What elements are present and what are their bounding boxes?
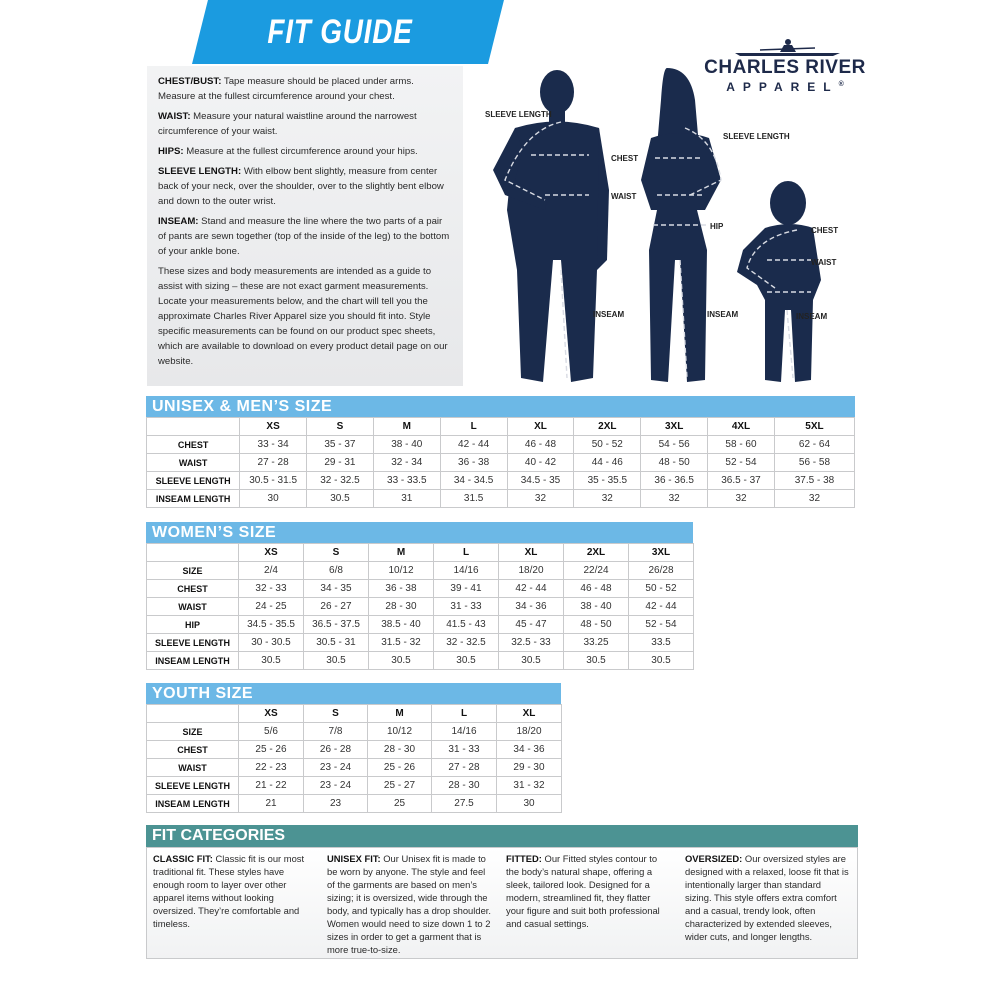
row-label: SLEEVE LENGTH [147, 472, 240, 490]
table-cell: 7/8 [304, 723, 368, 741]
table-cell: 32 - 34 [373, 454, 440, 472]
table-cell: 34 - 35 [304, 580, 369, 598]
table-cell: 50 - 52 [629, 580, 694, 598]
row-label: INSEAM LENGTH [147, 795, 239, 813]
row-label: CHEST [147, 436, 240, 454]
table-cell: 10/12 [369, 562, 434, 580]
label-man-waist: WAIST [611, 192, 637, 201]
table-cell: 2XL [574, 418, 641, 436]
instruction-inseam: INSEAM: Stand and measure the line where the two parts of a pair of pants are sewn together (top of the inside of the leg) to the bottom of your ankle bone. [158, 216, 450, 257]
table-row [147, 741, 562, 759]
table-cell: S [304, 705, 368, 723]
table-cell: 34.5 - 35 [507, 472, 574, 490]
table-cell: 38 - 40 [373, 436, 440, 454]
table-cell: 25 - 27 [368, 777, 432, 795]
table-cell: 34 - 36 [497, 741, 562, 759]
row-label: SLEEVE LENGTH [147, 634, 239, 652]
table-cell: 27 - 28 [240, 454, 307, 472]
table-row [147, 652, 694, 670]
table-cell: 30.5 [304, 652, 369, 670]
table-cell: 33 - 33.5 [373, 472, 440, 490]
table-cell: 33.25 [564, 634, 629, 652]
table-cell: 2/4 [239, 562, 304, 580]
table-cell: 30 [240, 490, 307, 508]
row-label: CHEST [147, 580, 239, 598]
label-man-chest: CHEST [611, 154, 639, 163]
table-cell: 50 - 52 [574, 436, 641, 454]
instruction-waist: WAIST: Measure your natural waistline around the narrowest circumference of your waist. [158, 111, 417, 137]
row-label: WAIST [147, 598, 239, 616]
table-cell: 35 - 35.5 [574, 472, 641, 490]
table-cell: XL [499, 544, 564, 562]
table-cell: 21 [239, 795, 304, 813]
table-row [147, 759, 562, 777]
table-cell: 32 - 33 [239, 580, 304, 598]
table-row [147, 472, 855, 490]
table-header-row [147, 418, 855, 436]
label-child-inseam: INSEAM [796, 312, 828, 321]
table-cell: XS [240, 418, 307, 436]
table-cell: 3XL [629, 544, 694, 562]
table-cell: 29 - 30 [497, 759, 562, 777]
table-cell: 52 - 54 [629, 616, 694, 634]
table-cell: M [368, 705, 432, 723]
table-cell: 21 - 22 [239, 777, 304, 795]
table-row [147, 562, 694, 580]
table-cell: XS [239, 705, 304, 723]
brand-name: CHARLES RIVER [704, 57, 866, 78]
table-cell: 24 - 25 [239, 598, 304, 616]
table-cell: 33.5 [629, 634, 694, 652]
table-row [147, 777, 562, 795]
table-cell: 54 - 56 [641, 436, 708, 454]
table-cell: 40 - 42 [507, 454, 574, 472]
row-label: SIZE [147, 723, 239, 741]
table-cell [147, 418, 240, 436]
table-cell: XS [239, 544, 304, 562]
table-cell: S [307, 418, 374, 436]
table-cell: S [304, 544, 369, 562]
table-cell: 36.5 - 37.5 [304, 616, 369, 634]
table-cell: 52 - 54 [708, 454, 775, 472]
table-row [147, 454, 855, 472]
page-title: FIT GUIDE [267, 12, 413, 51]
youth-size-heading: YOUTH SIZE [146, 683, 561, 704]
table-cell: 25 - 26 [239, 741, 304, 759]
table-cell: 32 [507, 490, 574, 508]
table-cell: 36 - 38 [440, 454, 507, 472]
table-cell: 42 - 44 [499, 580, 564, 598]
fit-unisex: UNISEX FIT: Our Unisex fit is made to be worn by anyone. The style and feel of the garments are based on men’s sizing; it is oversized, wide through the body, and typically has a drop shoulder. Women would need to size down 1 to 2 sizes in order to get a garment that is more true-to-size. [327, 853, 491, 955]
table-cell: 32 - 32.5 [434, 634, 499, 652]
table-cell [147, 705, 239, 723]
brand-sub: APPAREL® [726, 80, 844, 94]
table-cell: 36 - 36.5 [641, 472, 708, 490]
table-cell: L [440, 418, 507, 436]
table-cell: 31.5 - 32 [369, 634, 434, 652]
table-cell: 33 - 34 [240, 436, 307, 454]
table-cell: 10/12 [368, 723, 432, 741]
fit-categories-heading: FIT CATEGORIES [146, 825, 858, 847]
row-label: INSEAM LENGTH [147, 652, 239, 670]
label-man-inseam: INSEAM [593, 310, 625, 319]
table-cell: 26 - 27 [304, 598, 369, 616]
table-cell: 4XL [708, 418, 775, 436]
table-cell: 58 - 60 [708, 436, 775, 454]
table-cell: XL [507, 418, 574, 436]
fit-fitted: FITTED: Our Fitted styles contour to the body’s natural shape, offering a sleek, tailored look. Designed for a modern, streamlined fit, they flatter your figure and suit both professional and casual settings. [506, 853, 660, 929]
table-cell: 25 [368, 795, 432, 813]
table-cell: 39 - 41 [434, 580, 499, 598]
table-cell: 36 - 38 [369, 580, 434, 598]
table-cell: 32.5 - 33 [499, 634, 564, 652]
table-cell: 45 - 47 [499, 616, 564, 634]
instruction-chest: CHEST/BUST: Tape measure should be placed under arms. Measure at the fullest circumference around your chest. [158, 76, 414, 102]
table-cell: M [369, 544, 434, 562]
mens-size-table [146, 417, 855, 508]
table-cell: 23 - 24 [304, 777, 368, 795]
table-cell: 31.5 [440, 490, 507, 508]
row-label: SLEEVE LENGTH [147, 777, 239, 795]
table-cell: 30.5 [499, 652, 564, 670]
table-cell: 18/20 [499, 562, 564, 580]
table-cell: 14/16 [434, 562, 499, 580]
label-woman-hip: HIP [710, 222, 724, 231]
table-cell: 35 - 37 [307, 436, 374, 454]
table-cell: 56 - 58 [774, 454, 854, 472]
table-cell: 30 - 30.5 [239, 634, 304, 652]
row-label: SIZE [147, 562, 239, 580]
table-cell: 34 - 34.5 [440, 472, 507, 490]
table-cell: 23 [304, 795, 368, 813]
table-cell: 30.5 - 31.5 [240, 472, 307, 490]
table-cell: 32 - 32.5 [307, 472, 374, 490]
table-cell: 31 - 32 [497, 777, 562, 795]
row-label: WAIST [147, 454, 240, 472]
table-cell [147, 544, 239, 562]
table-cell: 30 [497, 795, 562, 813]
table-cell: 32 [708, 490, 775, 508]
sizing-disclaimer: These sizes and body measurements are intended as a guide to assist with sizing – these are not exact garment measurements. Locate your measurements below, and the chart will tell you the approximate Charles River Apparel size you should fit into. Style specific measurements can be found on our product spec sheets, which are available to download on every product detail page on our website. [158, 266, 448, 367]
row-label: INSEAM LENGTH [147, 490, 240, 508]
body-measurement-figures [475, 60, 865, 390]
table-cell: 26 - 28 [304, 741, 368, 759]
womens-size-table [146, 543, 694, 670]
table-cell: 30.5 - 31 [304, 634, 369, 652]
table-cell: 29 - 31 [307, 454, 374, 472]
table-cell: 26/28 [629, 562, 694, 580]
fit-categories-panel [146, 847, 858, 959]
instruction-hips: HIPS: Measure at the fullest circumference around your hips. [158, 146, 418, 157]
table-cell: 30.5 [239, 652, 304, 670]
table-cell: 2XL [564, 544, 629, 562]
youth-size-table [146, 704, 562, 813]
measurement-instructions [147, 66, 463, 386]
row-label: CHEST [147, 741, 239, 759]
table-cell: 46 - 48 [507, 436, 574, 454]
table-cell: 37.5 - 38 [774, 472, 854, 490]
table-cell: 44 - 46 [574, 454, 641, 472]
table-header-row [147, 705, 562, 723]
table-cell: 32 [641, 490, 708, 508]
table-cell: 30.5 [369, 652, 434, 670]
table-cell: 48 - 50 [641, 454, 708, 472]
table-cell: 31 - 33 [434, 598, 499, 616]
row-label: HIP [147, 616, 239, 634]
table-cell: 42 - 44 [440, 436, 507, 454]
instruction-sleeve: SLEEVE LENGTH: With elbow bent slightly, measure from center back of your neck, over the shoulder, over to the slightly bent elbow and down to the outer wrist. [158, 166, 444, 207]
table-cell: 62 - 64 [774, 436, 854, 454]
table-cell: 36.5 - 37 [708, 472, 775, 490]
child-silhouette-icon [737, 181, 821, 382]
table-cell: 30.5 [629, 652, 694, 670]
table-row [147, 795, 562, 813]
table-cell: 41.5 - 43 [434, 616, 499, 634]
table-cell: 38.5 - 40 [369, 616, 434, 634]
table-cell: 31 - 33 [432, 741, 497, 759]
label-woman-inseam: INSEAM [707, 310, 739, 319]
table-cell: 28 - 30 [368, 741, 432, 759]
table-cell: 38 - 40 [564, 598, 629, 616]
table-cell: L [434, 544, 499, 562]
table-cell: 28 - 30 [369, 598, 434, 616]
table-cell: 34.5 - 35.5 [239, 616, 304, 634]
table-cell: 23 - 24 [304, 759, 368, 777]
table-row [147, 723, 562, 741]
table-cell: 22/24 [564, 562, 629, 580]
table-cell: 46 - 48 [564, 580, 629, 598]
table-row [147, 598, 694, 616]
table-cell: 18/20 [497, 723, 562, 741]
table-row [147, 490, 855, 508]
table-cell: 27.5 [432, 795, 497, 813]
label-child-waist: WAIST [811, 258, 837, 267]
table-row [147, 580, 694, 598]
table-cell: 5XL [774, 418, 854, 436]
table-cell: XL [497, 705, 562, 723]
table-cell: 27 - 28 [432, 759, 497, 777]
row-label: WAIST [147, 759, 239, 777]
table-cell: L [432, 705, 497, 723]
table-cell: M [373, 418, 440, 436]
label-child-chest: CHEST [811, 226, 839, 235]
table-cell: 3XL [641, 418, 708, 436]
table-cell: 42 - 44 [629, 598, 694, 616]
table-cell: 34 - 36 [499, 598, 564, 616]
table-cell: 48 - 50 [564, 616, 629, 634]
fit-oversized: OVERSIZED: Our oversized styles are designed with a relaxed, loose fit that is intentionally larger than standard sizing. This style offers extra comfort and a casual, trendy look, often characterized by extended sleeves, wider cuts, and longer lengths. [685, 853, 849, 942]
table-row [147, 634, 694, 652]
table-cell: 32 [774, 490, 854, 508]
fit-classic: CLASSIC FIT: Classic fit is our most traditional fit. These styles have enough room to layer over other apparel items without looking oversized. They’re comfortable and timeless. [153, 853, 305, 929]
mens-size-heading: UNISEX & MEN’S SIZE [146, 396, 855, 417]
womens-size-heading: WOMEN’S SIZE [146, 522, 693, 543]
table-cell: 31 [373, 490, 440, 508]
label-man-sleeve: SLEEVE LENGTH [485, 110, 552, 119]
table-row [147, 616, 694, 634]
table-cell: 30.5 [307, 490, 374, 508]
rowing-boat-icon [700, 38, 870, 58]
table-cell: 30.5 [564, 652, 629, 670]
table-cell: 28 - 30 [432, 777, 497, 795]
table-row [147, 436, 855, 454]
table-cell: 22 - 23 [239, 759, 304, 777]
table-cell: 6/8 [304, 562, 369, 580]
table-cell: 32 [574, 490, 641, 508]
table-cell: 25 - 26 [368, 759, 432, 777]
table-cell: 30.5 [434, 652, 499, 670]
label-woman-sleeve: SLEEVE LENGTH [723, 132, 790, 141]
table-header-row [147, 544, 694, 562]
table-cell: 14/16 [432, 723, 497, 741]
table-cell: 5/6 [239, 723, 304, 741]
